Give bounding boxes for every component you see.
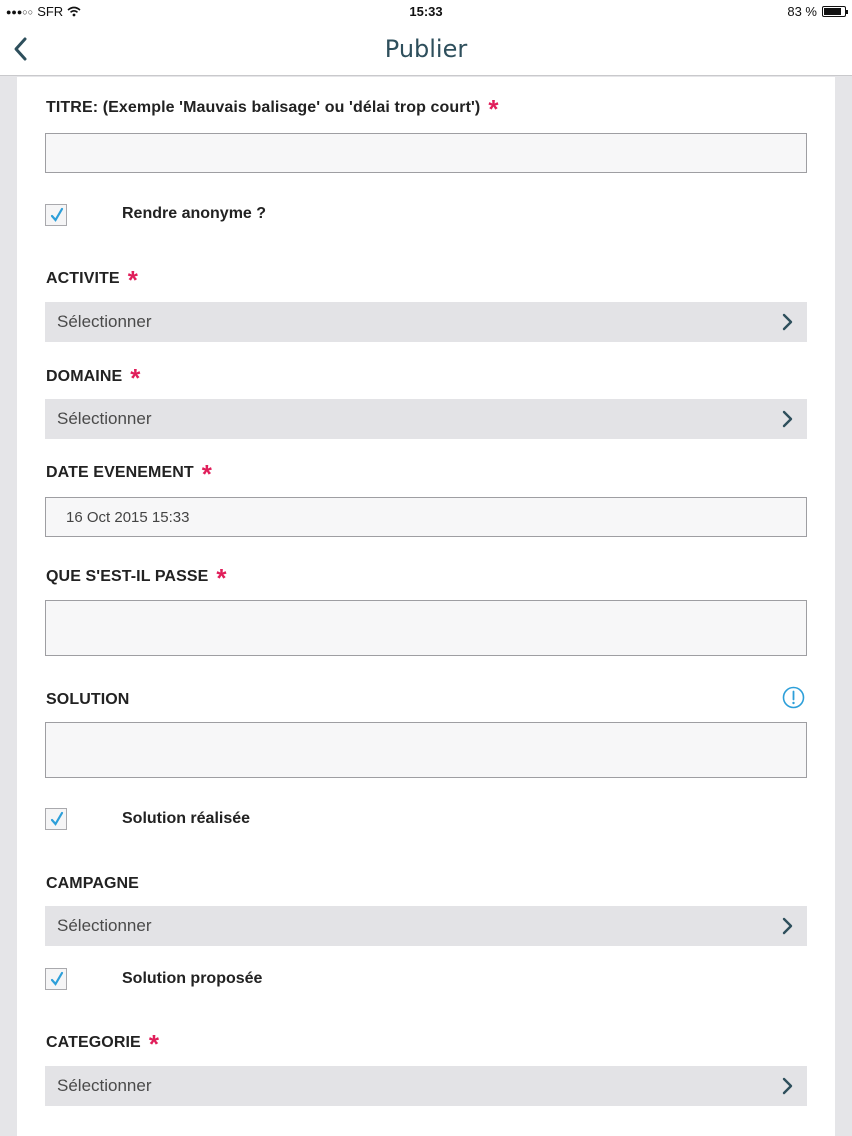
chevron-right-icon xyxy=(781,409,795,429)
domaine-label: DOMAINE * xyxy=(46,363,141,393)
required-mark: * xyxy=(130,363,141,393)
signal-strength-icon: ●●●○○ xyxy=(6,6,34,17)
domaine-select[interactable] xyxy=(45,399,807,439)
chevron-right-icon xyxy=(781,916,795,936)
checkmark-icon xyxy=(49,811,65,827)
activite-label: ACTIVITE * xyxy=(46,265,138,295)
required-mark: * xyxy=(127,265,138,295)
solution-textarea[interactable] xyxy=(45,722,807,778)
status-time: 15:33 xyxy=(409,4,443,19)
info-circle-icon[interactable] xyxy=(782,686,805,709)
required-mark: * xyxy=(216,563,227,593)
campagne-value: Sélectionner xyxy=(57,916,152,935)
activite-value: Sélectionner xyxy=(57,312,152,331)
solution-proposee-checkbox[interactable] xyxy=(45,968,67,990)
carrier-name: SFR xyxy=(37,4,64,19)
battery-percent: 83 % xyxy=(787,4,817,19)
que-s-est-il-passe-label: QUE S'EST-IL PASSE * xyxy=(46,563,227,593)
titre-input[interactable] xyxy=(45,133,807,173)
solution-realisee-checkbox[interactable] xyxy=(45,808,67,830)
publish-form xyxy=(17,77,835,1136)
required-mark: * xyxy=(488,94,499,124)
titre-label: TITRE: (Exemple 'Mauvais balisage' ou 'délai trop court') * xyxy=(46,94,499,124)
categorie-label: CATEGORIE * xyxy=(46,1029,160,1059)
que-s-est-il-passe-textarea[interactable] xyxy=(45,600,807,656)
required-mark: * xyxy=(148,1029,160,1059)
date-evenement-input[interactable]: 16 Oct 2015 15:33 xyxy=(45,497,807,537)
solution-proposee-label: Solution proposée xyxy=(122,970,263,987)
solution-realisee-label: Solution réalisée xyxy=(122,810,251,827)
date-evenement-label: DATE EVENEMENT * xyxy=(46,459,213,489)
categorie-select[interactable] xyxy=(45,1066,807,1106)
anonymous-checkbox[interactable] xyxy=(45,204,67,226)
navigation-bar xyxy=(0,22,852,76)
campagne-select[interactable] xyxy=(45,906,807,946)
required-mark: * xyxy=(201,459,213,489)
anonymous-label: Rendre anonyme ? xyxy=(122,205,267,222)
checkmark-icon xyxy=(49,971,65,987)
chevron-right-icon xyxy=(781,1076,795,1096)
battery-icon xyxy=(822,6,846,17)
checkmark-icon xyxy=(49,207,65,223)
solution-label: SOLUTION xyxy=(46,691,130,708)
status-bar xyxy=(0,0,852,22)
domaine-value: Sélectionner xyxy=(57,409,152,428)
page-title: Publier xyxy=(384,35,468,63)
categorie-value: Sélectionner xyxy=(57,1076,152,1095)
chevron-right-icon xyxy=(781,312,795,332)
campagne-label: CAMPAGNE xyxy=(46,875,139,892)
activite-select[interactable] xyxy=(45,302,807,342)
